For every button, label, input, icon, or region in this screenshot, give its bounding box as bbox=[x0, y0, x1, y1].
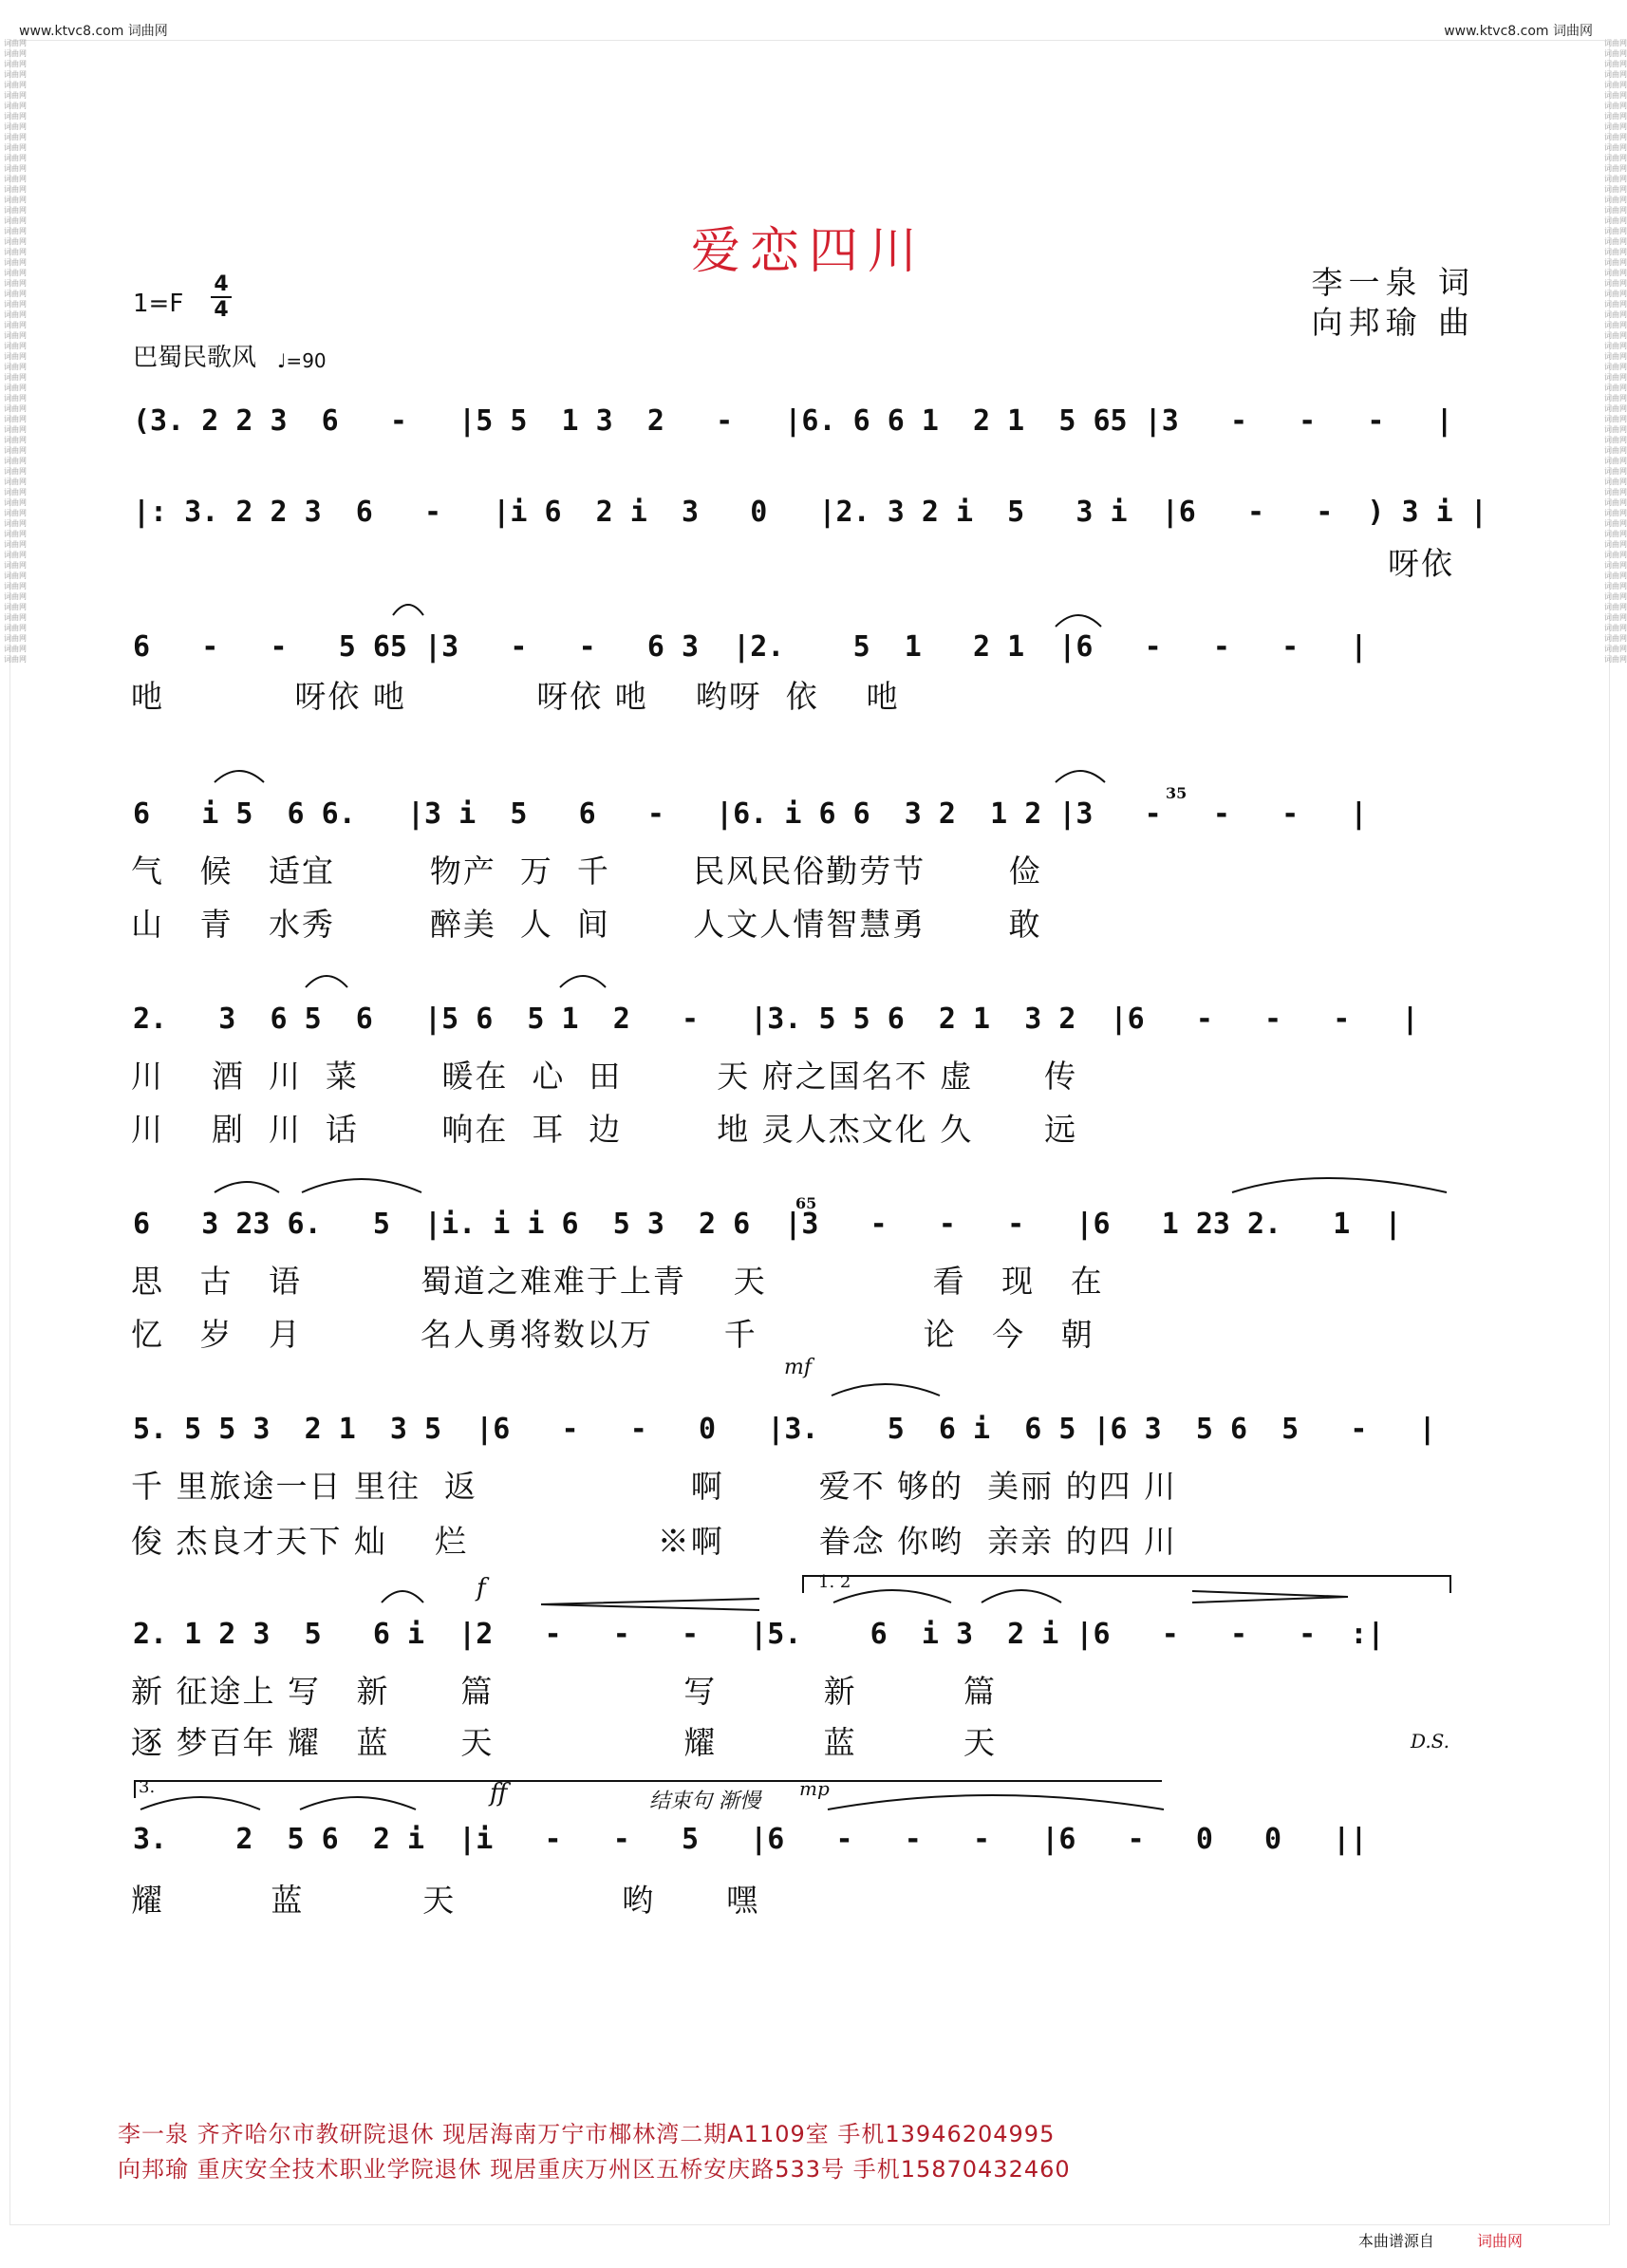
lyric-r2: 吔 呀依 吔 呀依 吔 哟呀 依 吔 bbox=[131, 678, 900, 715]
side-watermark-left: 词曲网 词曲网 词曲网 词曲网 词曲网 词曲网 词曲网 词曲网 词曲网 词曲网 词曲网 词曲网 词曲网 词曲网 词曲网 词曲网 词曲网 词曲网 词曲网 词曲网 词曲网 词曲网 词曲网 词曲网 词曲网 词曲网 词曲网 词曲网 词曲网 词曲网 词曲网 词曲网 词曲网 词曲网 词曲网 词曲网 词曲网 词曲网 词曲网 词曲网 词曲网 词曲网 词曲网 词曲网 词曲网 词曲网 词曲网 词曲网 词曲网 词曲网 词曲网 词曲网 词曲网 词曲网 词曲网 词曲网 词曲网 词曲网 词曲网 词曲网 bbox=[4, 39, 27, 664]
slur-11 bbox=[382, 1591, 423, 1603]
footer-composer-contact: 向邦瑜 重庆安全技术职业学院退休 现居重庆万州区五桥安庆路533号 手机15870432460 bbox=[118, 2156, 1071, 2183]
slur-15 bbox=[300, 1797, 416, 1809]
lyricist-credit: 李一泉 词 bbox=[1311, 264, 1475, 301]
grace-note-35: 35 bbox=[1166, 784, 1188, 802]
notation-text: 6 - - 5 65 |3 - - 6 3 |2. 5 1 2 1 |6 - - - | bbox=[133, 630, 1368, 664]
slur-8 bbox=[302, 1179, 421, 1192]
source-site: 词曲网 bbox=[1476, 2232, 1523, 2250]
grace-note-65: 65 bbox=[795, 1194, 817, 1212]
decrescendo-hairpin bbox=[541, 1599, 759, 1610]
slur-6 bbox=[560, 976, 606, 987]
key-signature: 1=F bbox=[133, 290, 184, 318]
slur-16 bbox=[828, 1795, 1164, 1809]
lyric-r5-verse2: 忆 岁 月 名人勇将数以万 千 论 今 朝 bbox=[131, 1316, 1094, 1353]
style-marking: 巴蜀民歌风 bbox=[133, 344, 257, 372]
slur-12 bbox=[833, 1590, 951, 1603]
da-segno: D.S. bbox=[1411, 1730, 1450, 1753]
dynamic-ff: ff bbox=[490, 1779, 508, 1808]
time-top: 4 bbox=[214, 272, 229, 296]
lyric-r7-verse2: 逐 梦百年 耀 蓝 天 耀 蓝 天 bbox=[131, 1724, 998, 1761]
ending-phrase-rit: 结束句 渐慢 bbox=[649, 1790, 760, 1813]
slur-5 bbox=[306, 976, 347, 987]
slur-10 bbox=[832, 1384, 940, 1396]
site-watermark-left: www.ktvc8.com 词曲网 bbox=[19, 24, 168, 39]
notation-text: 2. 3 6 5 6 |5 6 5 1 2 - |3. 5 5 6 2 1 3 2 |6 - - - | bbox=[133, 1003, 1419, 1036]
slur-9 bbox=[1232, 1178, 1447, 1192]
source-label: 本曲谱源自 bbox=[1357, 2232, 1434, 2250]
notation-text: 3. 2 5 6 2 i |i - - 5 |6 - - - |6 - 0 0 || bbox=[133, 1823, 1368, 1856]
lyric-r1: 呀依 bbox=[1388, 545, 1454, 582]
notation-text: 2. 1 2 3 5 6 i |2 - - - |5. 6 i 3 2 i |6 - - - :| bbox=[133, 1618, 1385, 1651]
notation-text: 6 3 23 6. 5 |i. i i 6 5 3 2 6 |3 - - - |6 1 23 2. 1 | bbox=[133, 1208, 1402, 1241]
volta-3: 3. bbox=[139, 1777, 156, 1797]
lyric-r5-verse1: 思 古 语 蜀道之难难于上青 天 看 现 在 bbox=[131, 1263, 1104, 1300]
tempo-marking: ♩=90 bbox=[277, 349, 327, 372]
slur-7 bbox=[215, 1182, 279, 1192]
dynamic-mp: mp bbox=[799, 1777, 830, 1800]
dynamic-f: f bbox=[477, 1574, 486, 1603]
source-credit bbox=[1358, 2229, 1523, 2251]
slur-3 bbox=[215, 771, 264, 782]
site-watermark-right: www.ktvc8.com 词曲网 bbox=[1444, 24, 1593, 39]
slur-13 bbox=[982, 1590, 1061, 1603]
lyric-r4-verse2: 川 剧 川 话 响在 耳 边 地 灵人杰文化 久 远 bbox=[131, 1111, 1078, 1148]
lyric-r7-verse1: 新 征途上 写 新 篇 写 新 篇 bbox=[131, 1673, 998, 1710]
composer-credit: 向邦瑜 曲 bbox=[1311, 304, 1475, 341]
time-bottom: 4 bbox=[214, 298, 229, 323]
slur-14 bbox=[140, 1797, 260, 1809]
side-watermark-right: 词曲网 词曲网 词曲网 词曲网 词曲网 词曲网 词曲网 词曲网 词曲网 词曲网 词曲网 词曲网 词曲网 词曲网 词曲网 词曲网 词曲网 词曲网 词曲网 词曲网 词曲网 词曲网 词曲网 词曲网 词曲网 词曲网 词曲网 词曲网 词曲网 词曲网 词曲网 词曲网 词曲网 词曲网 词曲网 词曲网 词曲网 词曲网 词曲网 词曲网 词曲网 词曲网 词曲网 词曲网 词曲网 词曲网 词曲网 词曲网 词曲网 词曲网 词曲网 词曲网 词曲网 词曲网 词曲网 词曲网 词曲网 词曲网 词曲网 词曲网 bbox=[1604, 39, 1627, 664]
slur-2 bbox=[1056, 615, 1101, 627]
notation-text: |: 3. 2 2 3 6 - |i 6 2 i 3 0 |2. 3 2 i 5 3 i |6 - - ) 3 i | bbox=[133, 496, 1487, 529]
lyric-r8: 耀 蓝 天 哟 嘿 bbox=[131, 1882, 760, 1919]
notation-text: (3. 2 2 3 6 - |5 5 1 3 2 - |6. 6 6 1 2 1 5 65 |3 - - - | bbox=[133, 404, 1453, 438]
volta-1-2: 1. 2 bbox=[818, 1572, 851, 1592]
lyric-r3-verse1: 气 候 适宜 物产 万 千 民风民俗勤劳节 俭 bbox=[131, 853, 1042, 890]
slur-4 bbox=[1056, 771, 1105, 782]
slur-1 bbox=[393, 605, 423, 615]
lyric-r3-verse2: 山 青 水秀 醉美 人 间 人文人情智慧勇 敢 bbox=[131, 906, 1042, 943]
notation-text: 5. 5 5 3 2 1 3 5 |6 - - 0 |3. 5 6 i 6 5 |6 3 5 6 5 - | bbox=[133, 1413, 1436, 1446]
footer-lyricist-contact: 李一泉 齐齐哈尔市教研院退休 现居海南万宁市椰林湾二期A1109室 手机13946204995 bbox=[118, 2121, 1056, 2147]
lyric-r6-verse1: 千 里旅途一日 里往 返 啊 爱不 够的 美丽 的四 川 bbox=[131, 1468, 1178, 1505]
dynamic-mf: mf bbox=[784, 1356, 813, 1379]
lyric-r4-verse1: 川 酒 川 菜 暖在 心 田 天 府之国名不 虚 传 bbox=[131, 1058, 1078, 1095]
lyric-r6-verse2: 俊 杰良才天下 灿 烂 ※啊 眷念 你哟 亲亲 的四 川 bbox=[131, 1523, 1178, 1560]
hairpin-2 bbox=[1192, 1591, 1348, 1603]
notation-text: 6 i 5 6 6. |3 i 5 6 - |6. i 6 6 3 2 1 2 |3 - - - | bbox=[133, 797, 1368, 831]
song-title: 爱恋四川 bbox=[690, 223, 926, 280]
